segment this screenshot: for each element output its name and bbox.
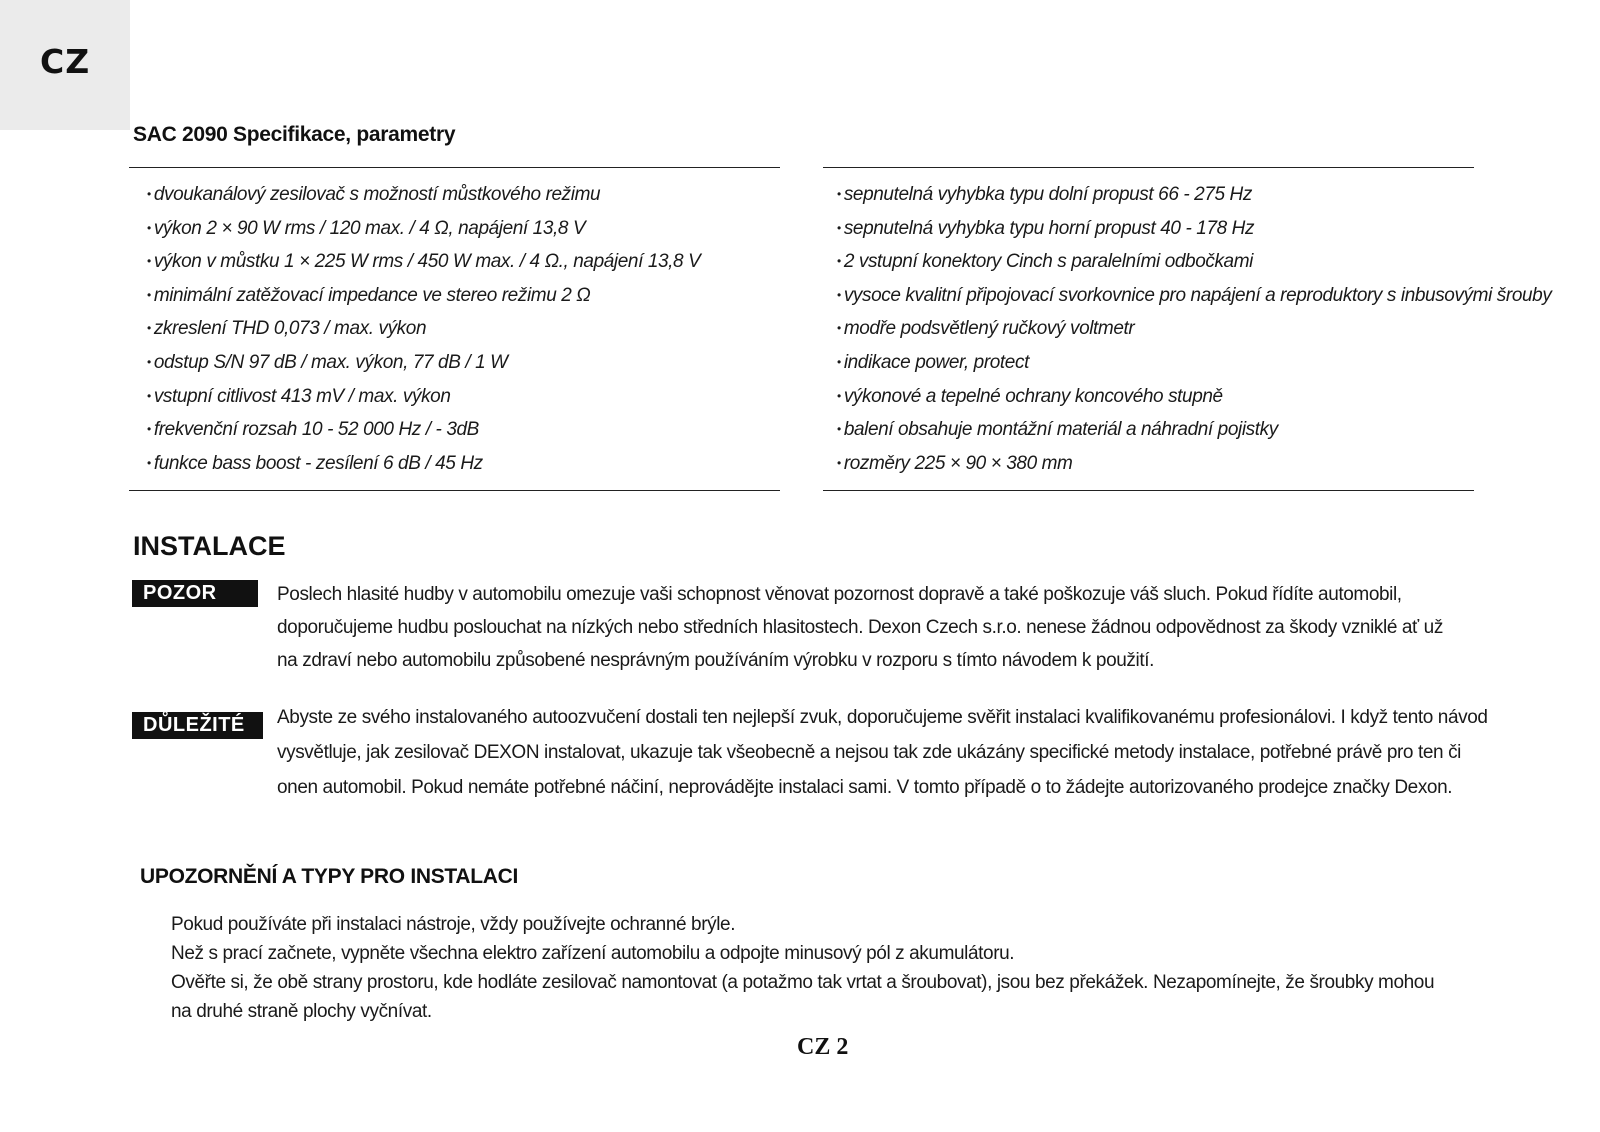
- warning-text: [277, 578, 1443, 677]
- page-number: CZ 2: [797, 1034, 849, 1060]
- spec-item: • rozměry 225 × 90 × 380 mm: [837, 447, 1551, 481]
- spec-item: • zkreslení THD 0,073 / max. výkon: [147, 312, 700, 346]
- spec-item: • funkce bass boost - zesílení 6 dB / 45 Hz: [147, 447, 700, 481]
- important-line: onen automobil. Pokud nemáte potřebné náčiní, neprovádějte instalaci sami. V tomto případě o to žádejte autorizovaného prodejce značky Dexon.: [277, 777, 1453, 798]
- tips-line: Pokud používáte při instalaci nástroje, vždy používejte ochranné brýle.: [171, 914, 736, 935]
- spec-item: • balení obsahuje montážní materiál a náhradní pojistky: [837, 413, 1551, 447]
- warning-line: doporučujeme hudbu poslouchat na nízkých nebo středních hlasitostech. Dexon Czech s.r.o. nenese žádnou odpovědnost za škody vzniklé ať už: [277, 617, 1443, 638]
- spec-item: • dvoukanálový zesilovač s možností můstkového režimu: [147, 178, 700, 212]
- important-line: vysvětluje, jak zesilovač DEXON instalovat, ukazuje tak všeobecně a nejsou tak zde ukázány specifické metody instalace, potřebné právě pro ten či: [277, 742, 1461, 763]
- warning-line: Poslech hlasité hudby v automobilu omezuje vaši schopnost věnovat pozornost dopravě a také poškozuje váš sluch. Pokud řídíte automobil,: [277, 584, 1402, 605]
- spec-item: • indikace power, protect: [837, 346, 1551, 380]
- spec-item: • výkon 2 × 90 W rms / 120 max. / 4 Ω, napájení 13,8 V: [147, 212, 700, 246]
- warning-label: POZOR: [132, 580, 258, 607]
- spec-right-bottom-rule: [823, 490, 1474, 491]
- spec-item: • odstup S/N 97 dB / max. výkon, 77 dB / 1 W: [147, 346, 700, 380]
- spec-left-top-rule: [129, 167, 780, 168]
- spec-item: • frekvenční rozsah 10 - 52 000 Hz / - 3dB: [147, 413, 700, 447]
- spec-list-left: [147, 178, 700, 480]
- spec-left-bottom-rule: [129, 490, 780, 491]
- spec-item: • minimální zatěžovací impedance ve stereo režimu 2 Ω: [147, 279, 700, 313]
- spec-item: • sepnutelná vyhybka typu horní propust 40 - 178 Hz: [837, 212, 1551, 246]
- tips-line: na druhé straně plochy vyčnívat.: [171, 1001, 432, 1022]
- important-label: DŮLEŽITÉ: [132, 712, 263, 739]
- spec-right-top-rule: [823, 167, 1474, 168]
- language-code: CZ: [40, 42, 91, 81]
- spec-item: • 2 vstupní konektory Cinch s paralelními odbočkami: [837, 245, 1551, 279]
- warning-line: na zdraví nebo automobilu způsobené nesprávným používáním výrobku v rozporu s tímto návodem k použití.: [277, 650, 1154, 671]
- spec-item: • vysoce kvalitní připojovací svorkovnice pro napájení a reproduktory s inbusovými šrouby: [837, 279, 1551, 313]
- spec-item: • výkon v můstku 1 × 225 W rms / 450 W max. / 4 Ω., napájení 13,8 V: [147, 245, 700, 279]
- tips-line: Ověřte si, že obě strany prostoru, kde hodláte zesilovač namontovat (a potažmo tak vrtat a šroubovat), jsou bez překážek. Nezapomínejte, že šroubky mohou: [171, 972, 1435, 993]
- tips-text: [171, 910, 1434, 1026]
- spec-item: • modře podsvětlený ručkový voltmetr: [837, 312, 1551, 346]
- tips-title: UPOZORNĚNÍ A TYPY PRO INSTALACI: [140, 865, 519, 888]
- spec-item: • sepnutelná vyhybka typu dolní propust 66 - 275 Hz: [837, 178, 1551, 212]
- spec-item: • výkonové a tepelné ochrany koncového stupně: [837, 380, 1551, 414]
- tips-line: Než s prací začnete, vypněte všechna elektro zařízení automobilu a odpojte minusový pól z akumulátoru.: [171, 943, 1015, 964]
- spec-title: SAC 2090 Specifikace, parametry: [133, 123, 456, 146]
- spec-list-right: [837, 178, 1551, 480]
- important-text: [277, 700, 1488, 805]
- important-line: Abyste ze svého instalovaného autoozvučení dostali ten nejlepší zvuk, doporučujeme svěřit instalaci kvalifikovanému profesionálovi. I když tento návod: [277, 707, 1488, 728]
- spec-item: • vstupní citlivost 413 mV / max. výkon: [147, 380, 700, 414]
- installation-title: INSTALACE: [133, 531, 286, 561]
- language-tab: [0, 0, 130, 130]
